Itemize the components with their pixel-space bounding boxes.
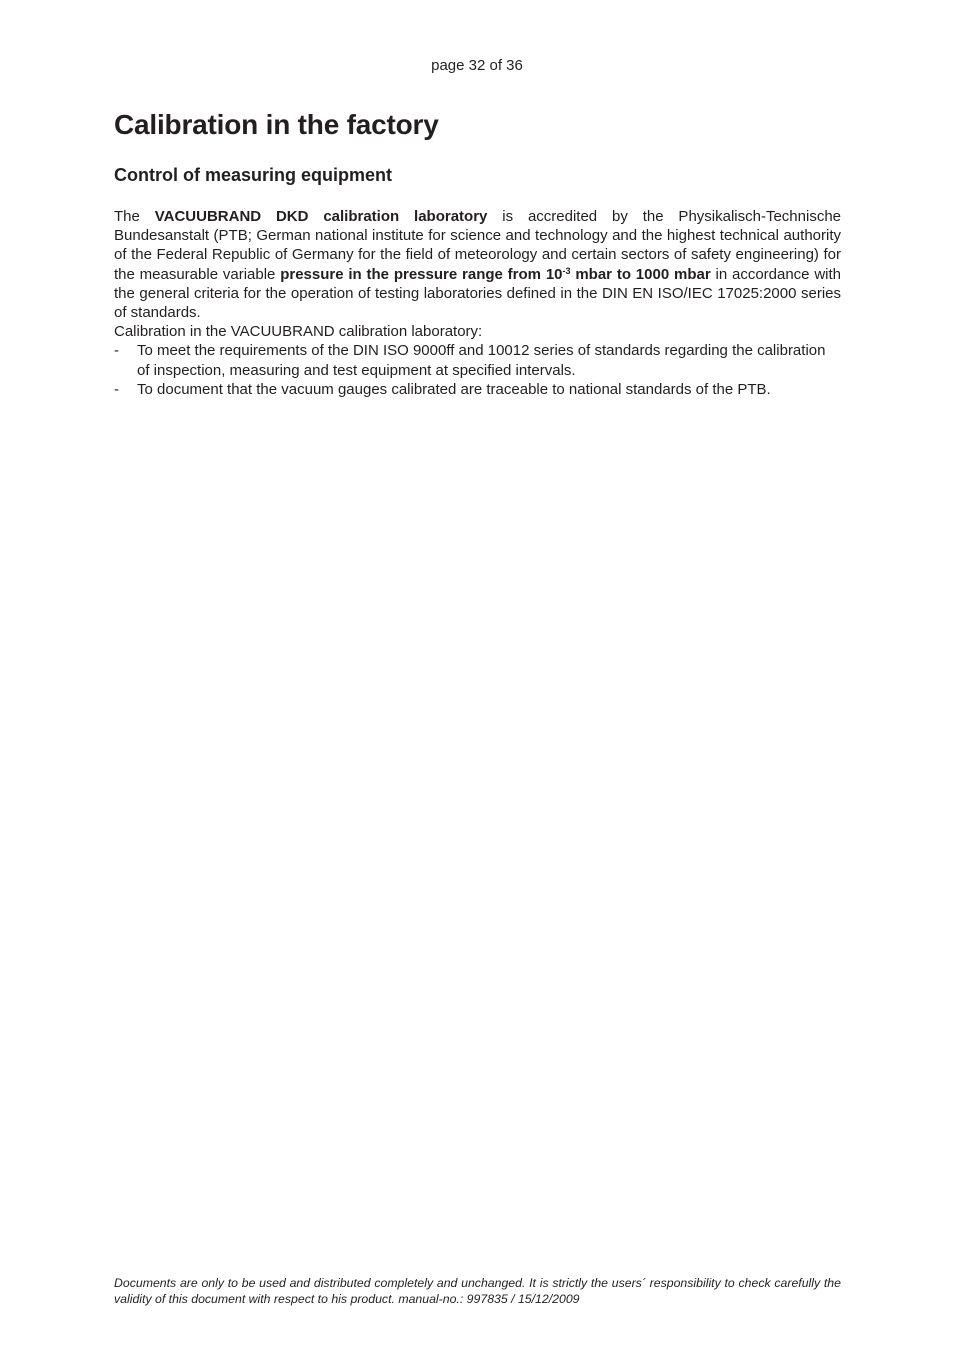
list-item (114, 341, 841, 379)
list-item-text: To meet the requirements of the DIN ISO 9000ff and 10012 series of standards regarding the calibration of inspection, measuring and test equipment at specified intervals. (137, 342, 826, 379)
list-item-text: To document that the vacuum gauges calibrated are traceable to national standards of the PTB. (137, 380, 771, 398)
accreditation-paragraph (114, 207, 841, 322)
pressure-range-bold-end: mbar to 1000 mbar (570, 265, 711, 283)
footer-disclaimer: Documents are only to be used and distributed completely and unchanged. It is strictly the users´ responsibility to check carefully the validity of this document with respect to his product. manual-no.: 997835 / 15/12/2009 (114, 1276, 841, 1306)
bullet-dash: - (114, 342, 119, 360)
pressure-range-bold: pressure in the pressure range from 10 (280, 265, 563, 283)
bullet-list (114, 341, 841, 399)
para-text-1: The (114, 208, 155, 225)
body-text (114, 207, 841, 399)
lab-name-bold: VACUUBRAND DKD calibration laboratory (154, 208, 488, 225)
exponent-superscript: -3 (562, 265, 571, 276)
list-item (114, 380, 841, 399)
bullet-dash: - (114, 380, 119, 398)
page-title: Calibration in the factory (114, 109, 439, 140)
para-text-2: is accredited by the Physikalisch-Technische Bundesanstalt (PTB; German national institute for science and technology and the highest technical authority of the Federal Republic of Germany for the field of meteorology and certain sectors of safety engineering) for the measurable variable (114, 208, 842, 283)
list-intro: Calibration in the VACUUBRAND calibration laboratory: (114, 323, 483, 341)
para-text-3: in accordance with the general criteria for the operation of testing laboratories defined in the DIN EN ISO/IEC 17025:2000 series of standards. (114, 265, 842, 322)
section-subtitle: Control of measuring equipment (114, 165, 393, 185)
page-number: page 32 of 36 (431, 57, 523, 74)
